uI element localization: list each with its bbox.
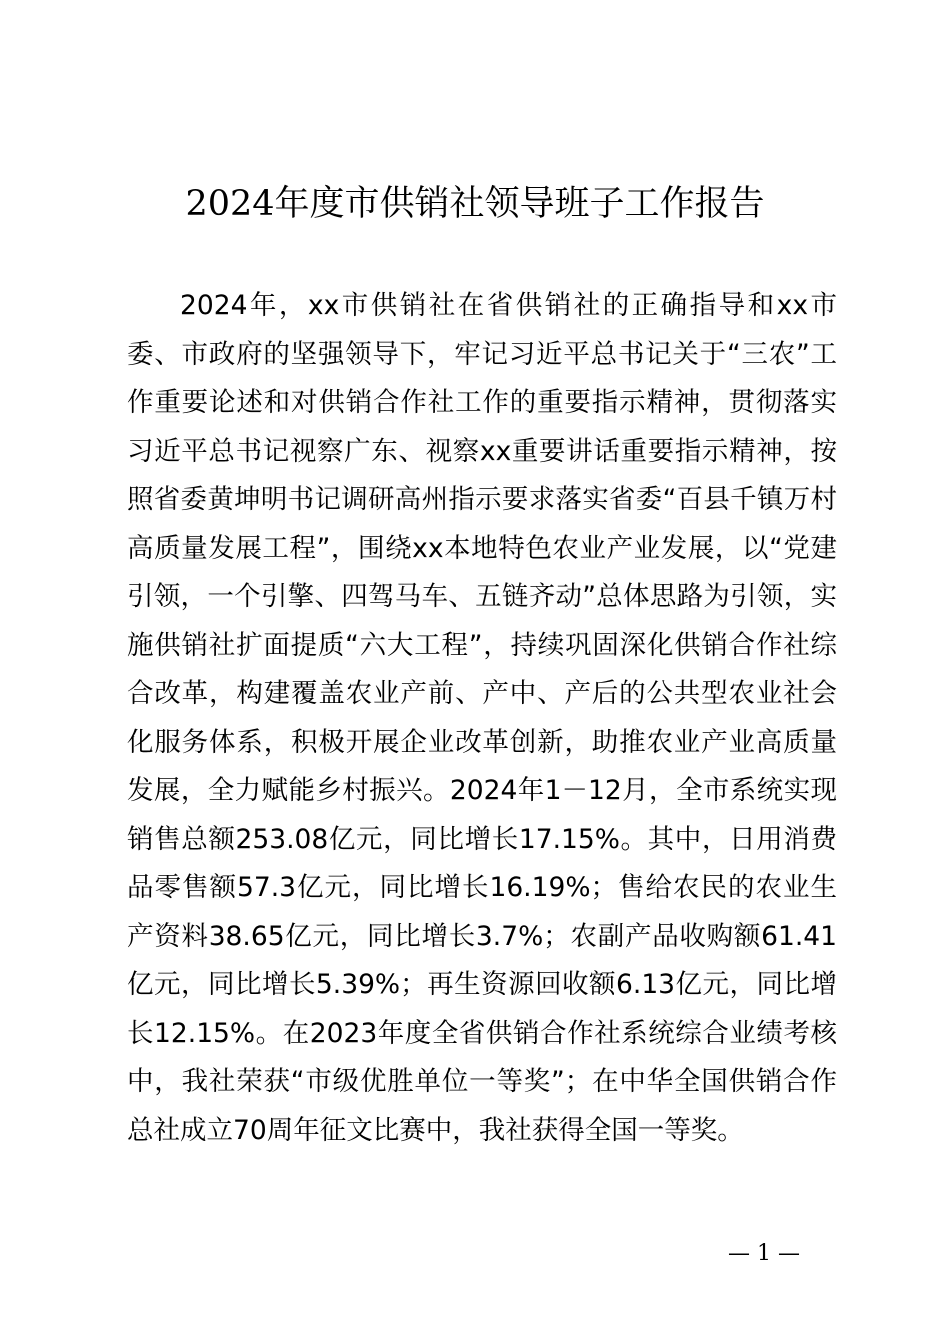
- body-paragraph: 2024年，xx市供销社在省供销社的正确指导和xx市委、市政府的坚强领导下，牢记习近平总书记关于“三农”工作重要论述和对供销合作社工作的重要指示精神，贯彻落实习近平总书记视察广东、视察xx重要讲话重要指示精神，按照省委黄坤明书记调研高州指示要求落实省委“百县千镇万村高质量发展工程”，围绕xx本地特色农业产业发展，以“党建引领，一个引擎、四驾马车、五链齐动”总体思路为引领，实施供销社扩面提质“六大工程”，持续巩固深化供销合作社综合改革，构建覆盖农业产前、产中、产后的公共型农业社会化服务体系，积极开展企业改革创新，助推农业产业高质量发展，全力赋能乡村振兴。2024年1－12月，全市系统实现销售总额253.08亿元，同比增长17.15%。其中，日用消费品零售额57.3亿元，同比增长16.19%；售给农民的农业生产资料38.65亿元，同比增长3.7%；农副产品收购额61.41亿元，同比增长5.39%；再生资源回收额6.13亿元，同比增长12.15%。在2023年度全省供销合作社系统综合业绩考核中，我社荣获“市级优胜单位一等奖”；在中华全国供销合作总社成立70周年征文比赛中，我社获得全国一等奖。: [127, 290, 837, 1146]
- page-number: — 1 —: [728, 1241, 800, 1266]
- document-title: 2024年度市供销社领导班子工作报告: [185, 184, 765, 224]
